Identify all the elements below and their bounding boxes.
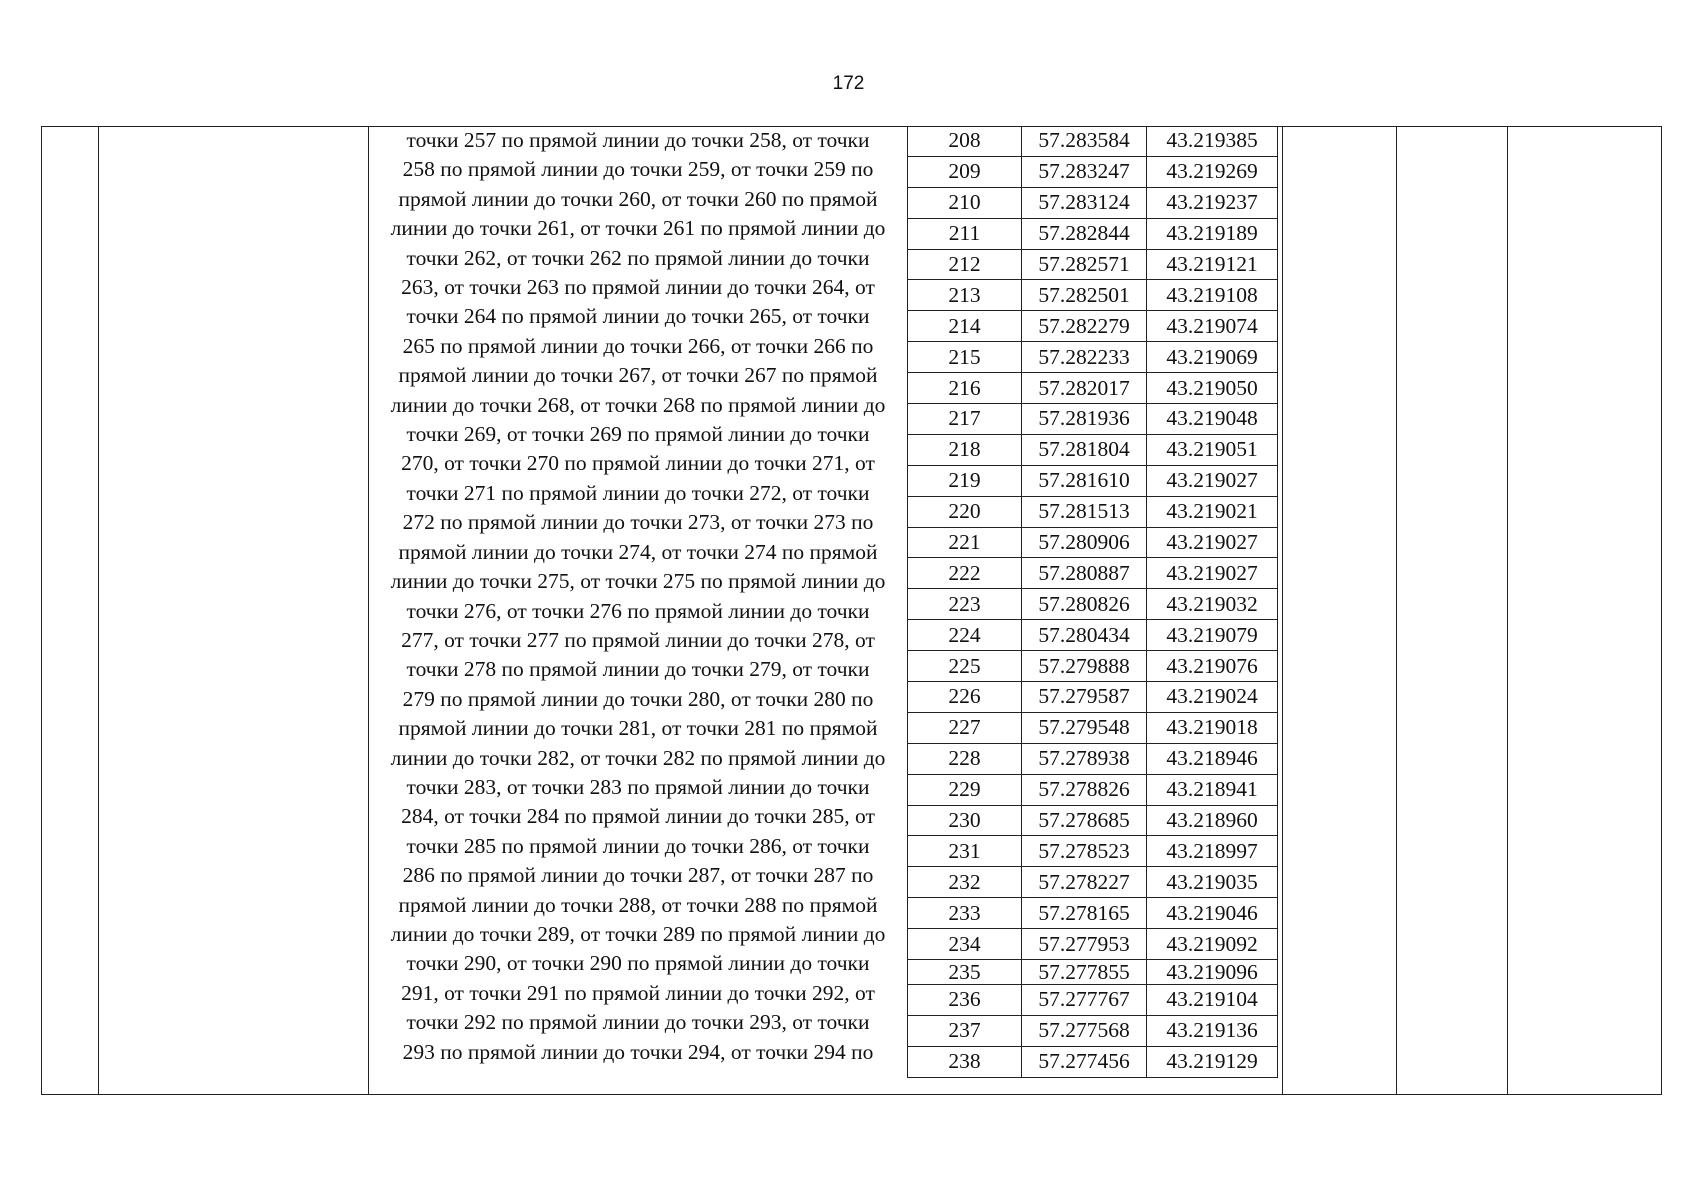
point-number-cell: 209 (908, 156, 1022, 187)
table-row (908, 985, 1278, 1016)
table-row (908, 651, 1278, 682)
latitude-cell: 57.278227 (1022, 867, 1147, 898)
point-number-cell: 238 (908, 1046, 1022, 1077)
description-line: 263, от точки 263 по прямой линии до точки 264, от (401, 275, 875, 300)
table-row (908, 156, 1278, 187)
latitude-cell: 57.283124 (1022, 187, 1147, 218)
boundary-description (370, 126, 906, 1067)
point-number-cell: 234 (908, 929, 1022, 960)
description-line: 258 по прямой линии до точки 259, от точки 259 по (402, 157, 874, 182)
point-number-cell: 208 (908, 126, 1022, 156)
table-row (908, 373, 1278, 404)
description-line: прямой линии до точки 267, от точки 267 по прямой (398, 363, 878, 388)
table-row (908, 1046, 1278, 1077)
table-row (908, 867, 1278, 898)
coordinates-table (907, 126, 1278, 1078)
latitude-cell: 57.277767 (1022, 985, 1147, 1016)
column-divider (368, 126, 369, 1095)
description-line: точки 283, от точки 283 по прямой линии до точки (406, 774, 870, 799)
table-row (908, 187, 1278, 218)
table-row (908, 434, 1278, 465)
description-line: 291, от точки 291 по прямой линии до точки 292, от (401, 980, 875, 1005)
latitude-cell: 57.283247 (1022, 156, 1147, 187)
latitude-cell: 57.277456 (1022, 1046, 1147, 1077)
table-row (908, 929, 1278, 960)
table-row (908, 1015, 1278, 1046)
description-line: точки 269, от точки 269 по прямой линии до точки (406, 422, 870, 447)
point-number-cell: 214 (908, 311, 1022, 342)
point-number-cell: 210 (908, 187, 1022, 218)
latitude-cell: 57.281610 (1022, 465, 1147, 496)
description-line: точки 292 по прямой линии до точки 293, от точки (406, 1010, 870, 1035)
latitude-cell: 57.278826 (1022, 774, 1147, 805)
point-number-cell: 223 (908, 589, 1022, 620)
table-row (908, 805, 1278, 836)
latitude-cell: 57.281513 (1022, 496, 1147, 527)
latitude-cell: 57.278938 (1022, 743, 1147, 774)
description-line: 270, от точки 270 по прямой линии до точки 271, от (401, 451, 875, 476)
latitude-cell: 57.279587 (1022, 682, 1147, 713)
longitude-cell: 43.219074 (1147, 311, 1278, 342)
latitude-cell: 57.282844 (1022, 218, 1147, 249)
longitude-cell: 43.218941 (1147, 774, 1278, 805)
description-line: линии до точки 268, от точки 268 по прямой линии до (390, 392, 886, 417)
description-line: линии до точки 261, от точки 261 по прямой линии до (390, 216, 886, 241)
table-row (908, 558, 1278, 589)
description-line: точки 262, от точки 262 по прямой линии до точки (406, 245, 870, 270)
latitude-cell: 57.281936 (1022, 404, 1147, 435)
latitude-cell: 57.282017 (1022, 373, 1147, 404)
latitude-cell: 57.282501 (1022, 280, 1147, 311)
longitude-cell: 43.219018 (1147, 712, 1278, 743)
table-row (908, 496, 1278, 527)
longitude-cell: 43.219069 (1147, 342, 1278, 373)
description-line: линии до точки 282, от точки 282 по прямой линии до (390, 745, 886, 770)
table-row (908, 743, 1278, 774)
table-row (908, 465, 1278, 496)
point-number-cell: 230 (908, 805, 1022, 836)
point-number-cell: 229 (908, 774, 1022, 805)
latitude-cell: 57.278523 (1022, 836, 1147, 867)
point-number-cell: 219 (908, 465, 1022, 496)
longitude-cell: 43.219121 (1147, 249, 1278, 280)
point-number-cell: 237 (908, 1015, 1022, 1046)
description-line: прямой линии до точки 260, от точки 260 по прямой (398, 186, 878, 211)
table-row (908, 589, 1278, 620)
latitude-cell: 57.277855 (1022, 960, 1147, 985)
table-row (908, 311, 1278, 342)
description-line: точки 264 по прямой линии до точки 265, от точки (406, 304, 870, 329)
description-line: точки 257 по прямой линии до точки 258, от точки (406, 128, 870, 152)
description-line: 286 по прямой линии до точки 287, от точки 287 по (402, 863, 874, 888)
longitude-cell: 43.219104 (1147, 985, 1278, 1016)
longitude-cell: 43.219021 (1147, 496, 1278, 527)
point-number-cell: 225 (908, 651, 1022, 682)
description-line: 284, от точки 284 по прямой линии до точки 285, от (401, 804, 875, 829)
longitude-cell: 43.219136 (1147, 1015, 1278, 1046)
latitude-cell: 57.281804 (1022, 434, 1147, 465)
description-line: прямой линии до точки 274, от точки 274 по прямой (398, 539, 878, 564)
page-number: 172 (832, 73, 865, 94)
longitude-cell: 43.219079 (1147, 620, 1278, 651)
point-number-cell: 220 (908, 496, 1022, 527)
table-row (908, 898, 1278, 929)
longitude-cell: 43.219046 (1147, 898, 1278, 929)
table-row (908, 836, 1278, 867)
point-number-cell: 228 (908, 743, 1022, 774)
point-number-cell: 222 (908, 558, 1022, 589)
latitude-cell: 57.278165 (1022, 898, 1147, 929)
table-row (908, 527, 1278, 558)
point-number-cell: 231 (908, 836, 1022, 867)
table-row (908, 126, 1278, 156)
column-divider (1396, 126, 1397, 1095)
description-line: прямой линии до точки 281, от точки 281 по прямой (398, 716, 878, 741)
table-row (908, 620, 1278, 651)
description-line: точки 276, от точки 276 по прямой линии до точки (406, 598, 870, 623)
latitude-cell: 57.282571 (1022, 249, 1147, 280)
latitude-cell: 57.278685 (1022, 805, 1147, 836)
longitude-cell: 43.219027 (1147, 465, 1278, 496)
longitude-cell: 43.219050 (1147, 373, 1278, 404)
longitude-cell: 43.219108 (1147, 280, 1278, 311)
table-row (908, 249, 1278, 280)
longitude-cell: 43.219051 (1147, 434, 1278, 465)
description-line: 279 по прямой линии до точки 280, от точки 280 по (402, 686, 874, 711)
point-number-cell: 215 (908, 342, 1022, 373)
latitude-cell: 57.279888 (1022, 651, 1147, 682)
longitude-cell: 43.219032 (1147, 589, 1278, 620)
point-number-cell: 218 (908, 434, 1022, 465)
column-divider (1507, 126, 1508, 1095)
description-line: точки 290, от точки 290 по прямой линии до точки (406, 951, 870, 976)
latitude-cell: 57.277568 (1022, 1015, 1147, 1046)
description-line: 272 по прямой линии до точки 273, от точки 273 по (402, 510, 874, 535)
point-number-cell: 221 (908, 527, 1022, 558)
latitude-cell: 57.282279 (1022, 311, 1147, 342)
point-number-cell: 211 (908, 218, 1022, 249)
longitude-cell: 43.218997 (1147, 836, 1278, 867)
latitude-cell: 57.279548 (1022, 712, 1147, 743)
longitude-cell: 43.219027 (1147, 558, 1278, 589)
latitude-cell: 57.280434 (1022, 620, 1147, 651)
description-line: линии до точки 289, от точки 289 по прямой линии до (390, 921, 886, 946)
longitude-cell: 43.218946 (1147, 743, 1278, 774)
latitude-cell: 57.280887 (1022, 558, 1147, 589)
point-number-cell: 224 (908, 620, 1022, 651)
column-divider (1282, 126, 1283, 1095)
description-line: прямой линии до точки 288, от точки 288 по прямой (398, 892, 878, 917)
description-line: линии до точки 275, от точки 275 по прямой линии до (390, 569, 886, 594)
longitude-cell: 43.219024 (1147, 682, 1278, 713)
longitude-cell: 43.219035 (1147, 867, 1278, 898)
table-row (908, 774, 1278, 805)
longitude-cell: 43.219048 (1147, 404, 1278, 435)
longitude-cell: 43.219027 (1147, 527, 1278, 558)
point-number-cell: 236 (908, 985, 1022, 1016)
point-number-cell: 232 (908, 867, 1022, 898)
description-line: точки 285 по прямой линии до точки 286, от точки (406, 833, 870, 858)
table-row (908, 682, 1278, 713)
longitude-cell: 43.219189 (1147, 218, 1278, 249)
latitude-cell: 57.280906 (1022, 527, 1147, 558)
longitude-cell: 43.219076 (1147, 651, 1278, 682)
latitude-cell: 57.277953 (1022, 929, 1147, 960)
latitude-cell: 57.283584 (1022, 126, 1147, 156)
point-number-cell: 213 (908, 280, 1022, 311)
point-number-cell: 226 (908, 682, 1022, 713)
point-number-cell: 212 (908, 249, 1022, 280)
table-row (908, 960, 1278, 985)
table-row (908, 218, 1278, 249)
point-number-cell: 235 (908, 960, 1022, 985)
column-divider (98, 126, 99, 1095)
latitude-cell: 57.280826 (1022, 589, 1147, 620)
longitude-cell: 43.219269 (1147, 156, 1278, 187)
description-line: 265 по прямой линии до точки 266, от точки 266 по (402, 333, 874, 358)
table-row (908, 342, 1278, 373)
point-number-cell: 217 (908, 404, 1022, 435)
table-row (908, 280, 1278, 311)
longitude-cell: 43.219092 (1147, 929, 1278, 960)
point-number-cell: 227 (908, 712, 1022, 743)
table-row (908, 712, 1278, 743)
description-line: точки 271 по прямой линии до точки 272, от точки (406, 480, 870, 505)
longitude-cell: 43.219385 (1147, 126, 1278, 156)
description-line: 277, от точки 277 по прямой линии до точки 278, от (401, 627, 875, 652)
longitude-cell: 43.218960 (1147, 805, 1278, 836)
description-line: точки 278 по прямой линии до точки 279, от точки (406, 657, 870, 682)
table-row (908, 404, 1278, 435)
description-line: 293 по прямой линии до точки 294, от точки 294 по (402, 1039, 874, 1064)
point-number-cell: 233 (908, 898, 1022, 929)
longitude-cell: 43.219129 (1147, 1046, 1278, 1077)
longitude-cell: 43.219096 (1147, 960, 1278, 985)
latitude-cell: 57.282233 (1022, 342, 1147, 373)
longitude-cell: 43.219237 (1147, 187, 1278, 218)
point-number-cell: 216 (908, 373, 1022, 404)
